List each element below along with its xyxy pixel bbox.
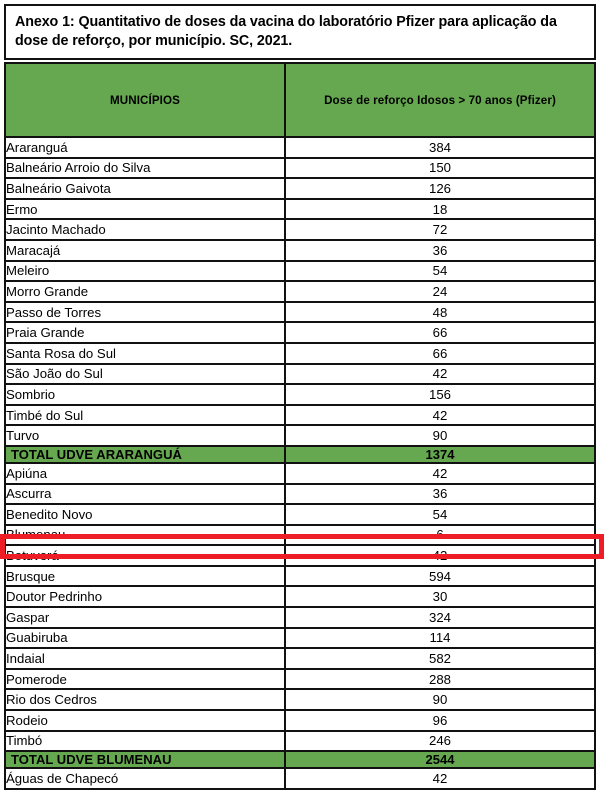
cell-municipio: Araranguá (6, 137, 285, 158)
table-row (6, 158, 594, 179)
cell-municipio: Blumenau (6, 525, 285, 546)
cell-municipio: Doutor Pedrinho (6, 586, 285, 607)
table-row (6, 669, 594, 690)
cell-valor: 36 (285, 484, 594, 505)
cell-valor: 66 (285, 322, 594, 343)
cell-municipio: Benedito Novo (6, 504, 285, 525)
table-row (6, 484, 594, 505)
cell-municipio: Sombrio (6, 384, 285, 405)
cell-valor: 48 (285, 302, 594, 323)
cell-valor: 66 (285, 343, 594, 364)
table-body (6, 137, 594, 789)
cell-valor: 6 (285, 525, 594, 546)
cell-valor: 72 (285, 219, 594, 240)
table-row (6, 364, 594, 385)
table-row (6, 178, 594, 199)
cell-municipio: Ascurra (6, 484, 285, 505)
cell-municipio: Pomerode (6, 669, 285, 690)
cell-municipio: Rio dos Cedros (6, 689, 285, 710)
cell-valor: 42 (285, 364, 594, 385)
cell-municipio: Turvo (6, 425, 285, 446)
cell-valor: 1374 (285, 446, 594, 463)
cell-valor: 42 (285, 405, 594, 426)
doses-table (6, 64, 594, 790)
column-header-municipios: MUNICÍPIOS (6, 64, 285, 137)
cell-municipio: Brusque (6, 566, 285, 587)
cell-municipio: Indaial (6, 648, 285, 669)
table-row (6, 648, 594, 669)
table-row (6, 405, 594, 426)
cell-valor: 90 (285, 425, 594, 446)
cell-valor: 324 (285, 607, 594, 628)
cell-municipio: Maracajá (6, 240, 285, 261)
cell-municipio: Meleiro (6, 261, 285, 282)
cell-valor: 156 (285, 384, 594, 405)
document-title-box (4, 4, 596, 60)
table-row (6, 137, 594, 158)
cell-municipio: Praia Grande (6, 322, 285, 343)
cell-valor: 42 (285, 463, 594, 484)
table-row (6, 628, 594, 649)
cell-valor: 594 (285, 566, 594, 587)
table-row (6, 199, 594, 220)
table-row (6, 261, 594, 282)
table-row (6, 463, 594, 484)
table-row (6, 281, 594, 302)
table-row (6, 322, 594, 343)
cell-valor: 150 (285, 158, 594, 179)
table-row (6, 731, 594, 752)
cell-municipio: TOTAL UDVE BLUMENAU (6, 751, 285, 768)
cell-municipio: TOTAL UDVE ARARANGUÁ (6, 446, 285, 463)
cell-valor: 114 (285, 628, 594, 649)
cell-municipio: Jacinto Machado (6, 219, 285, 240)
table-total-row (6, 446, 594, 463)
cell-valor: 246 (285, 731, 594, 752)
table-row (6, 607, 594, 628)
page-title: Anexo 1: Quantitativo de doses da vacina do laboratório Pfizer para aplicação da dose de reforço, por município. SC, 2021. (15, 14, 557, 49)
table-total-row (6, 751, 594, 768)
cell-municipio: Timbó (6, 731, 285, 752)
cell-valor: 288 (285, 669, 594, 690)
cell-valor: 36 (285, 240, 594, 261)
table-row (6, 689, 594, 710)
table-row (6, 240, 594, 261)
cell-municipio: Balneário Gaivota (6, 178, 285, 199)
cell-municipio: Timbé do Sul (6, 405, 285, 426)
cell-municipio: Botuverá (6, 545, 285, 566)
table-row (6, 504, 594, 525)
cell-valor: 54 (285, 261, 594, 282)
table-row (6, 425, 594, 446)
table-row (6, 545, 594, 566)
cell-municipio: Rodeio (6, 710, 285, 731)
cell-municipio: São João do Sul (6, 364, 285, 385)
cell-valor: 30 (285, 586, 594, 607)
table-row (6, 768, 594, 789)
table-header (6, 64, 594, 137)
cell-municipio: Balneário Arroio do Silva (6, 158, 285, 179)
cell-valor: 42 (285, 768, 594, 789)
table-row (6, 384, 594, 405)
cell-valor: 90 (285, 689, 594, 710)
cell-municipio: Passo de Torres (6, 302, 285, 323)
table-header-row (6, 64, 594, 137)
cell-valor: 2544 (285, 751, 594, 768)
doses-table-container (4, 62, 596, 790)
cell-municipio: Águas de Chapecó (6, 768, 285, 789)
cell-municipio: Ermo (6, 199, 285, 220)
cell-valor: 96 (285, 710, 594, 731)
table-row (6, 343, 594, 364)
table-row (6, 566, 594, 587)
table-row (6, 302, 594, 323)
table-row (6, 525, 594, 546)
cell-valor: 126 (285, 178, 594, 199)
cell-valor: 54 (285, 504, 594, 525)
cell-valor: 24 (285, 281, 594, 302)
cell-valor: 582 (285, 648, 594, 669)
cell-municipio: Apiúna (6, 463, 285, 484)
table-row (6, 710, 594, 731)
cell-municipio: Gaspar (6, 607, 285, 628)
cell-valor: 18 (285, 199, 594, 220)
table-row (6, 586, 594, 607)
column-header-doses: Dose de reforço Idosos > 70 anos (Pfizer) (285, 64, 594, 137)
cell-valor: 384 (285, 137, 594, 158)
cell-municipio: Guabiruba (6, 628, 285, 649)
cell-municipio: Santa Rosa do Sul (6, 343, 285, 364)
table-row (6, 219, 594, 240)
cell-municipio: Morro Grande (6, 281, 285, 302)
cell-valor: 42 (285, 545, 594, 566)
